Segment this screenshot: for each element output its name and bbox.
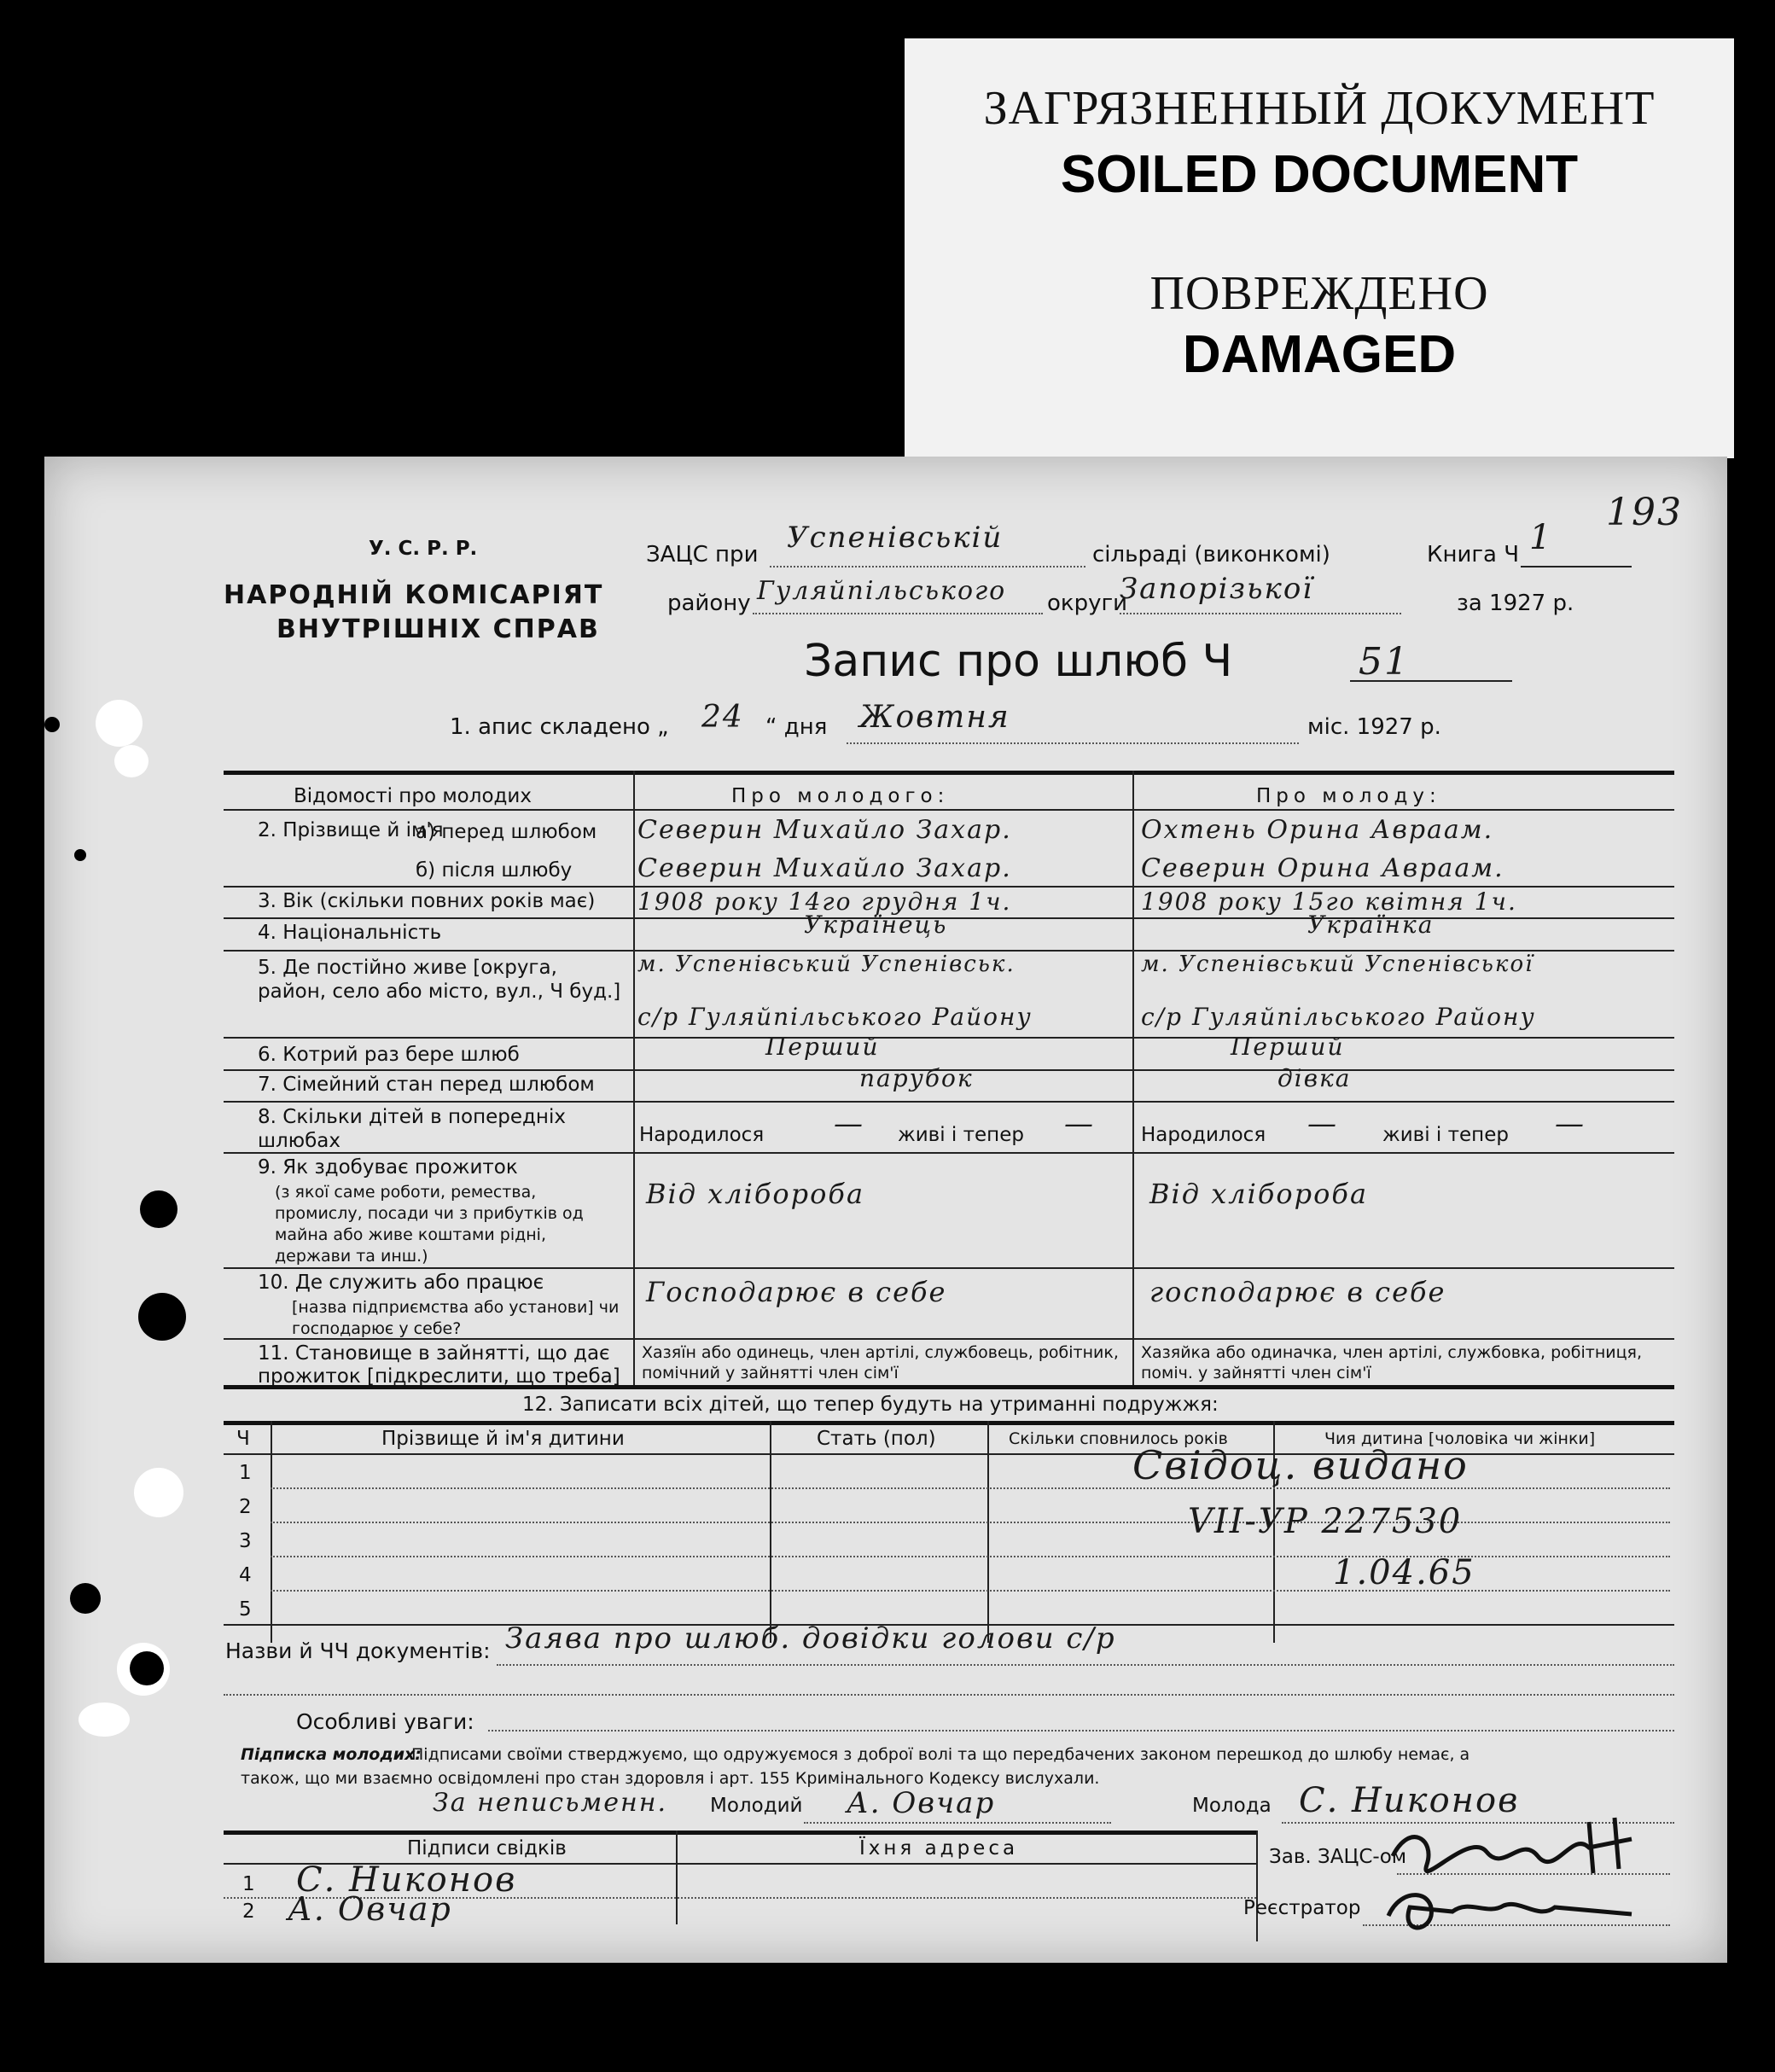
village-handwritten: Успенівській — [787, 521, 1004, 555]
okruha-handwritten: Запорізької — [1120, 572, 1314, 606]
groom-signature: А. Овчар — [847, 1786, 996, 1820]
certificate-note-1: Свідоц. видано — [1132, 1442, 1469, 1488]
groom-position-options: Хазяїн або одинець, член артілі, службовець, робітник, помічний у зайнятті член сім'ї — [642, 1343, 1119, 1382]
row-nationality-label: 4. Національність — [258, 922, 442, 944]
bride-name-after: Северин Орина Авраам. — [1141, 853, 1504, 883]
child-no: 5 — [239, 1598, 252, 1621]
soiled-ru: ЗАГРЯЗНЕННЫЙ ДОКУМЕНТ — [983, 82, 1656, 135]
soiled-label — [905, 38, 1734, 247]
damaged-ru: ПОВРЕЖДЕНО — [1149, 267, 1489, 320]
witness-sign-header: Підписи свідків — [407, 1837, 567, 1860]
children-title: 12. Записати всіх дітей, що тепер будуть на утриманні подружжя: — [522, 1394, 1219, 1416]
groom-residence-2: с/р Гуляйпільського Району — [637, 1003, 1033, 1031]
groom-residence-1: м. Успенівський Успенівськ. — [637, 952, 1016, 977]
day-label: “ дня — [765, 714, 828, 740]
col-groom-header: Про молодого: — [731, 785, 950, 807]
groom-name-after: Северин Михайло Захар. — [637, 853, 1012, 883]
signature-text-2: також, що ми взаємно освідомлені про стан здоровля і арт. 155 Кримінального Кодексу вислухали. — [241, 1769, 1100, 1788]
bride-work: господарює в себе — [1149, 1276, 1446, 1308]
bride-residence-1: м. Успенівський Успенівської — [1141, 952, 1534, 977]
soiled-en: SOILED DOCUMENT — [1060, 145, 1579, 204]
row-children-label: 8. Скільки дітей в попередніх шлюбах — [258, 1106, 566, 1152]
children-col-age: Скільки сповнилось років — [1009, 1429, 1228, 1448]
row-name-label: 2. Прізвище й ім'я — [258, 819, 444, 841]
child-no: 3 — [239, 1530, 252, 1552]
row-income-sub: (з якої саме роботи, ремества, промислу, посади чи з прибутків од майна або живе коштами рідні, держави та инш.) — [275, 1183, 584, 1266]
groom-sign-label: Молодий — [710, 1795, 803, 1817]
ussr-label: У. С. Р. Р. — [369, 538, 478, 560]
ministry-line-1: НАРОДНІЙ КОМІСАРІЯТ — [224, 580, 604, 610]
signature-lead: Підписка молодих: — [241, 1745, 422, 1764]
punch-hole — [130, 1651, 164, 1685]
row-status-label: 7. Сімейний стан перед шлюбом — [258, 1074, 595, 1096]
bride-status: дівка — [1277, 1064, 1352, 1092]
page-number: 193 — [1606, 491, 1683, 534]
row-income-label: 9. Як здобуває прожиток — [258, 1156, 518, 1179]
documents-value: Заява про шлюб. довідки голови с/р — [505, 1621, 1116, 1656]
signature-text-1: Підписами своїми стверджуємо, що одружуємося з доброї волі та що передбачених законом перешкод до шлюбу немає, а — [411, 1745, 1470, 1764]
child-no: 2 — [239, 1496, 252, 1518]
punch-hole — [70, 1583, 101, 1614]
col-bride-header: Про молоду: — [1256, 785, 1441, 807]
child-no: 1 — [239, 1462, 252, 1484]
head-label: Зав. ЗАЦС-ом — [1269, 1846, 1407, 1868]
groom-income: Від хлібороба — [646, 1178, 865, 1210]
book-label: Книга Ч — [1427, 542, 1520, 567]
bride-income: Від хлібороба — [1149, 1178, 1369, 1210]
compiled-day: 24 — [701, 700, 744, 735]
groom-born-value: — — [834, 1107, 864, 1141]
groom-born-label: Народилося — [639, 1124, 765, 1146]
book-number: 1 — [1529, 518, 1553, 557]
row-position-label: 11. Становище в зайнятті, що дає прожиток [підкреслити, що треба] — [258, 1342, 620, 1388]
month-year-label: міс. 1927 р. — [1307, 714, 1441, 740]
punch-hole — [44, 717, 60, 732]
official-signatures — [1376, 1805, 1700, 1941]
bride-name-before: Охтень Орина Авраам. — [1141, 815, 1494, 845]
okruha-label: округи — [1047, 591, 1128, 616]
groom-alive-label: живі і тепер — [898, 1124, 1024, 1146]
bride-position-options: Хазяйка або одиначка, член артілі, службовка, робітниця, поміч. у зайнятті член сім'ї — [1141, 1343, 1643, 1382]
record-number: 51 — [1359, 640, 1410, 684]
groom-times: Перший — [765, 1033, 880, 1061]
certificate-note-2: VII-УР 227530 — [1188, 1502, 1463, 1541]
groom-name-before: Северин Михайло Захар. — [637, 815, 1012, 845]
raion-label: району — [667, 591, 751, 616]
row-name-sub-a: а) перед шлюбом — [416, 821, 597, 843]
punch-hole — [138, 1293, 186, 1341]
row-work-label: 10. Де служить або працює — [258, 1272, 544, 1294]
ministry-line-2: ВНУТРІШНІХ СПРАВ — [276, 614, 600, 644]
registrar-label: Реєстратор — [1243, 1897, 1361, 1919]
zags-label: ЗАЦС при — [646, 542, 759, 567]
bride-born-label: Народилося — [1141, 1124, 1266, 1146]
row-times-label: 6. Котрий раз бере шлюб — [258, 1044, 520, 1066]
children-col-whose: Чия дитина [чоловіка чи жінки] — [1324, 1429, 1596, 1448]
groom-nationality: Українець — [804, 911, 948, 939]
row-age-label: 3. Вік (скільки повних років має) — [258, 890, 596, 912]
illiterate-note: За неписьменн. — [433, 1788, 668, 1818]
bride-times: Перший — [1231, 1033, 1345, 1061]
bride-signature: С. Никонов — [1299, 1781, 1520, 1820]
punch-hole — [79, 1702, 130, 1737]
witness-no: 2 — [242, 1900, 255, 1923]
punch-hole — [114, 745, 148, 777]
groom-work: Господарює в себе — [646, 1276, 947, 1308]
bride-alive-value: — — [1555, 1107, 1586, 1141]
col-info-header: Відомості про молодих — [294, 785, 532, 807]
remarks-label: Особливі уваги: — [296, 1709, 474, 1734]
punch-hole — [134, 1468, 183, 1517]
groom-alive-value: — — [1064, 1107, 1095, 1141]
raion-handwritten: Гуляйпільського — [757, 576, 1007, 606]
bride-born-value: — — [1307, 1107, 1338, 1141]
certificate-note-3: 1.04.65 — [1333, 1553, 1475, 1592]
witness-2-signature: А. Овчар — [288, 1890, 452, 1928]
bride-age: 1908 року 15го квітня 1ч. — [1141, 888, 1517, 916]
punch-hole — [74, 849, 86, 861]
children-col-sex: Стать (пол) — [817, 1428, 936, 1450]
damaged-label — [905, 224, 1734, 458]
children-col-name: Прізвище й ім'я дитини — [381, 1428, 625, 1450]
child-no: 4 — [239, 1564, 252, 1586]
witness-1-signature: С. Никонов — [296, 1860, 517, 1900]
groom-age: 1908 року 14го грудня 1ч. — [637, 888, 1012, 916]
bride-residence-2: с/р Гуляйпільського Району — [1141, 1003, 1536, 1031]
year-label: за 1927 р. — [1457, 591, 1574, 616]
children-col-no: Ч — [236, 1428, 250, 1450]
compiled-label: 1. апис складено „ — [450, 714, 669, 740]
bride-alive-label: живі і тепер — [1382, 1124, 1509, 1146]
groom-status: парубок — [859, 1064, 974, 1092]
damaged-en: DAMAGED — [1182, 325, 1457, 384]
punch-hole — [140, 1190, 178, 1228]
compiled-month: Жовтня — [859, 700, 1010, 735]
selrada-label: сільраді (виконкомі) — [1092, 542, 1330, 567]
row-name-sub-b: б) після шлюбу — [416, 859, 573, 882]
bride-sign-label: Молода — [1192, 1795, 1272, 1817]
witness-no: 1 — [242, 1873, 255, 1895]
form-title: Запис про шлюб Ч — [804, 636, 1233, 687]
bride-nationality: Українка — [1307, 911, 1435, 939]
documents-label: Назви й ЧЧ документів: — [225, 1638, 491, 1663]
row-work-sub: [назва підприємства або установи] чи господарює у себе? — [292, 1298, 620, 1338]
witness-addr-header: Їхня адреса — [859, 1837, 1019, 1860]
punch-hole — [96, 700, 143, 747]
row-residence-label: 5. Де постійно живе [округа, район, село або місто, вул., Ч буд.] — [258, 957, 621, 1003]
marriage-record-form — [44, 457, 1727, 1963]
